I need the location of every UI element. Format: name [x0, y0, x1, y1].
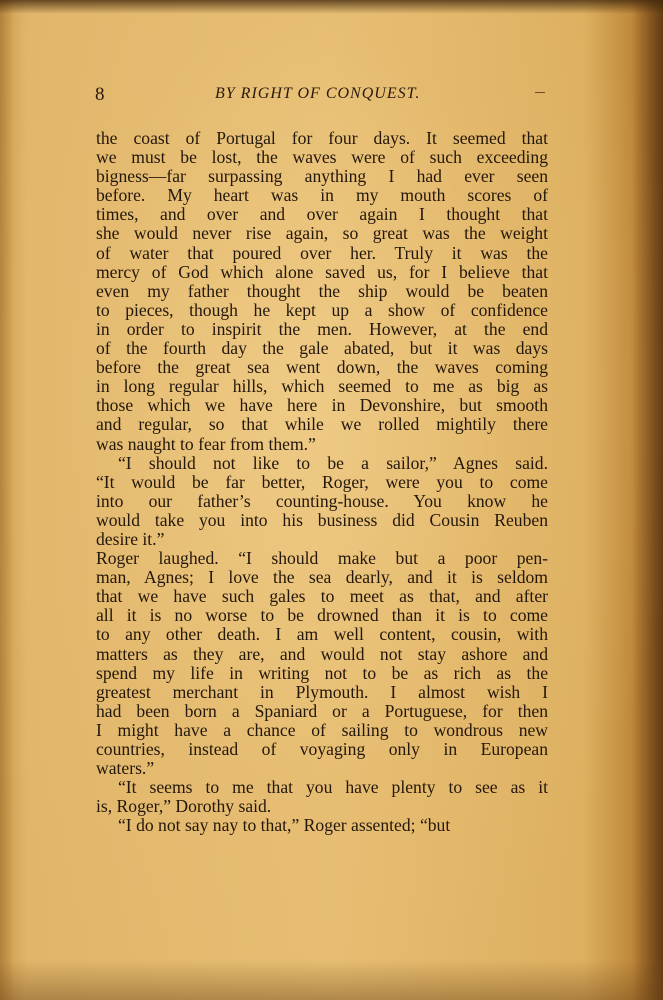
text-line: mercy of God which alone saved us, for I believe that [96, 261, 548, 282]
text-line: of the fourth day the gale abated, but it was days [96, 338, 548, 359]
text-line: greatest merchant in Plymouth. I almost wish I [96, 681, 548, 702]
text-line: times, and over and over again I thought that [96, 204, 548, 225]
text-line: that we have such gales to meet as that, and after [96, 586, 548, 607]
text-line: of water that poured over her. Truly it was the [96, 242, 548, 263]
page-bottom-shadow [0, 960, 663, 1000]
text-line: countries, instead of voyaging only in European [96, 739, 548, 759]
text-line: and regular, so that while we rolled mightily there [96, 414, 548, 435]
text-line: “It seems to me that you have plenty to see as it [118, 777, 548, 798]
text-line: she would never rise again, so great was the weight [96, 223, 548, 244]
text-line: I might have a chance of sailing to wondrous new [96, 719, 548, 740]
text-line: even my father thought the ship would be beaten [96, 280, 548, 301]
page-top-shadow [0, 0, 663, 14]
text-line: is, Roger,” Dorothy said. [96, 796, 272, 817]
page-edge-shading [633, 0, 663, 1000]
text-line: waters.” [96, 758, 155, 779]
text-line: desire it.” [96, 528, 165, 549]
text-line: in long regular hills, which seemed to me as big as [96, 376, 548, 397]
text-line: in order to inspirit the men. However, at the end [96, 318, 548, 339]
text-line: to any other death. I am well content, cousin, with [96, 624, 548, 645]
page-gutter-shading [0, 0, 14, 1000]
text-line: spend my life in writing not to be as rich as the [96, 662, 548, 683]
running-title: BY RIGHT OF CONQUEST. [215, 85, 421, 102]
text-line: to pieces, though he kept up a show of confidence [96, 299, 548, 320]
text-line: matters as they are, and would not stay ashore and [96, 643, 548, 664]
text-line: was naught to fear from them.” [96, 433, 316, 454]
text-line: “I do not say nay to that,” Roger assented; “but [118, 815, 451, 836]
text-line: Roger laughed. “I should make but a poor pen- [96, 548, 548, 569]
text-line: bigness—far surpassing anything I had ever seen [96, 166, 548, 187]
text-line: we must be lost, the waves were of such exceeding [96, 147, 548, 168]
page-number: 8 [95, 84, 105, 105]
text-line: all it is no worse to be drowned than it is to come [96, 605, 548, 626]
text-line: into our father’s counting-house. You know he [96, 490, 548, 511]
text-line: had been born a Spaniard or a Portuguese, for then [96, 700, 548, 721]
text-line: before. My heart was in my mouth scores of [96, 185, 548, 206]
text-line: man, Agnes; I love the sea dearly, and it is seldom [96, 567, 548, 588]
text-line: those which we have here in Devonshire, but smooth [96, 395, 548, 416]
body-text [96, 129, 548, 835]
text-line: the coast of Portugal for four days. It seemed that [96, 128, 548, 148]
text-line: “I should not like to be a sailor,” Agnes said. [118, 452, 548, 473]
text-line: before the great sea went down, the waves coming [96, 357, 548, 378]
text-line: “It would be far better, Roger, were you to come [96, 471, 548, 492]
running-header [95, 84, 545, 108]
header-mark [535, 92, 545, 93]
text-line: would take you into his business did Cousin Reuben [96, 509, 548, 530]
